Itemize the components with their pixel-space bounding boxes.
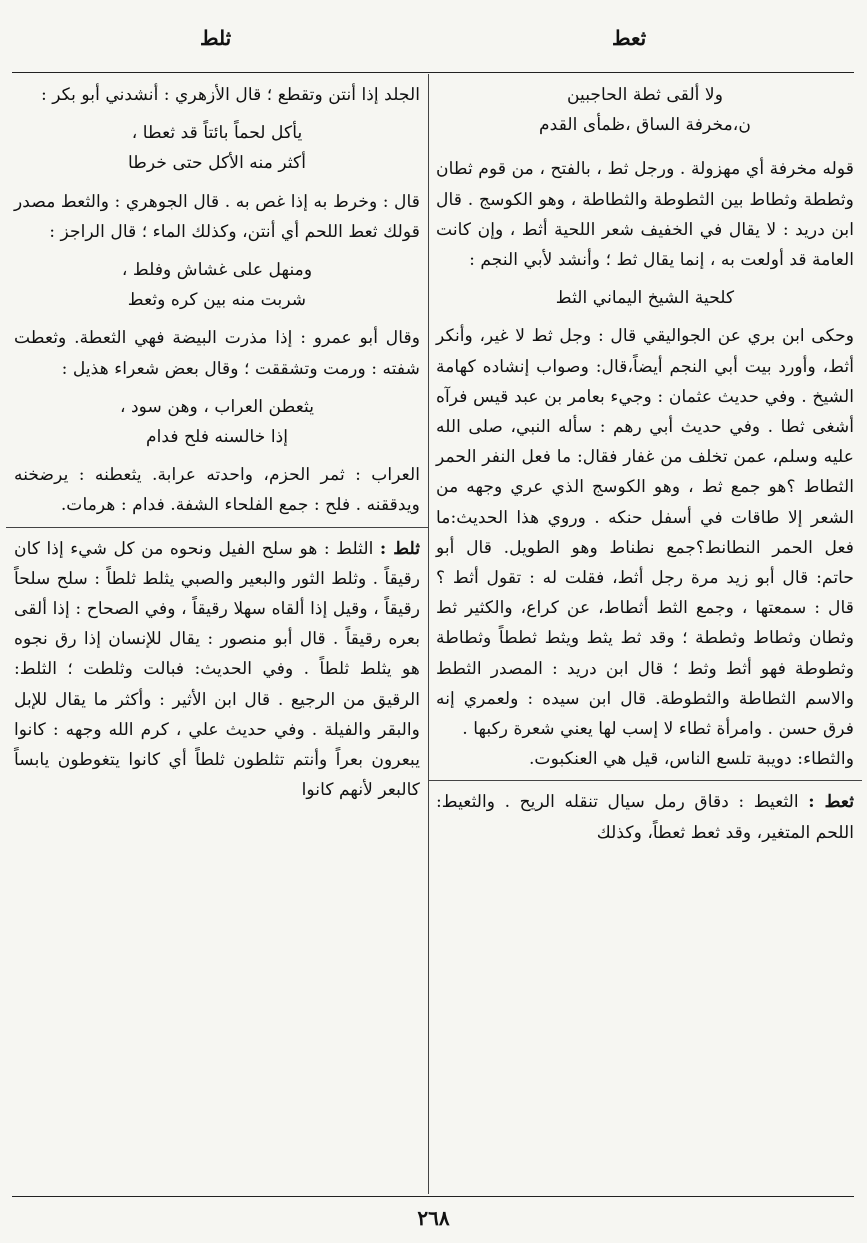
verse-line: شربت منه بين كره وثعط <box>127 290 307 311</box>
verse-line: كلحية الشيخ اليماني الثط <box>555 288 735 309</box>
running-head-left: ثلط <box>200 26 232 50</box>
paragraph: وقال أبو عمرو : إذا مذرت البيضة فهي الثعطة. وثعطت شفته : ورمت وتشققت ؛ وقال بعض شعراء هذيل : <box>14 328 420 379</box>
verse-line: إذا خالسنه فلح فدام <box>145 427 289 448</box>
verse-line: ولا ألقى ثطة الحاجبين <box>566 85 724 105</box>
entry-paragraph <box>14 534 420 806</box>
entry-separator <box>428 780 863 781</box>
paragraph: العراب : ثمر الحزم، واحدته عرابة. يثعطنه : يرضخنه ويدققنه . فلح : جمع الفلحاء الشفة. فدام : هرمات. <box>14 465 420 516</box>
running-head-right: ثعط <box>612 26 647 50</box>
verse-line: أكثر منه الأكل حتى خرطا <box>127 153 307 174</box>
paragraph: وحكى ابن بري عن الجواليقي قال : وجل ثط لا غير، وأنكر أثط، وأورد بيت أبي النجم أيضاً،قال: وصواب إنشاده كهامة الشيخ . وفي حديث عثمان : وجيء بعامر بن عبد قيس فرآه أشغى ثطا . وفي حديث أبي رهم : سأله النبي، صلى الله عليه وسلم، عمن تخلف من غفار فقال: ما فعل النفر الحمر الثطاط ؟هو جمع ثط ، وهو الكوسج الذي عري وجهه من الشعر إلا طاقات في أسفل حنكه . وروي هذا الحديث:ما فعل الحمر النطانط؟جمع نطناط وهو الطويل. قال أبو حاتم: قال أبو زيد مرة رجل أثط، فقلت له : تقول أثط ؟ قال : سمعتها ، وجمع الثط أثطاط، عن كراع، والكثير ثط وثطان وثطاط وثططة ؛ وقد ثط يثط ويثط ثططاً وثطاطة وثطوطة فهو أثط وثط ؛ قال ابن دريد : المصدر الثطط والاسم الثطاطة والثطوطة. قال ابن سيده : ولعمري إنه فرق حسن . وامرأة ثطاء لا إسب لها يعني شعرة ركبها . <box>436 326 854 740</box>
entry-headword: ثعط : <box>808 792 855 813</box>
page-number: ٢٦٨ <box>417 1206 450 1230</box>
entry-paragraph <box>436 787 854 847</box>
left-column <box>14 80 420 805</box>
paragraph: الجلد إذا أنتن وتقطع ؛ قال الأزهري : أنشدني أبو بكر : <box>40 85 420 105</box>
verse-line: يثعطن العراب ، وهن سود ، <box>120 396 314 417</box>
entry-text: الثعيط : دقاق رمل سيال تنقله الريح . والثعيط: اللحم المتغير، وقد ثعط ثعطاً، وكذلك <box>436 792 854 843</box>
entry-headword: ثلط : <box>379 538 421 559</box>
paragraph: والثطاء: دويبة تلسع الناس، قيل هي العنكبوت. <box>528 749 854 770</box>
verse-line: يأكل لحماً بائتاً قد ثعطا ، <box>131 123 303 144</box>
column-divider <box>428 74 429 1194</box>
verse-line: ومنهل على غشاش وفلط ، <box>121 260 313 281</box>
verse-line: ن،مخرفة الساق ،ظمأى القدم <box>539 115 751 136</box>
top-rule <box>12 72 854 73</box>
paragraph: قوله مخرفة أي مهزولة . ورجل ثط ، بالفتح ، من قوم ثطان وثططة وثطاط بين الثطوطة والثطاطة ، وهو الكوسج . قال ابن دريد : لا يقال في الخفيف شعر اللحية أثط ، وإن كانت العامة قد أولعت به ، إنما يقال ثط ؛ وأنشد لأبي النجم : <box>436 159 854 271</box>
right-column <box>436 80 854 848</box>
bottom-rule <box>12 1196 854 1197</box>
entry-text: الثلط : هو سلح الفيل ونحوه من كل شيء إذا كان رقيقاً . وثلط الثور والبعير والصبي يثلط ثلطاً : سلح سلحاً رقيقاً ، وقيل إذا ألقاه سهلا رقيقاً ، وفي الصحاح : إذا ألقى بعره رقيقاً . قال أبو منصور : يقال للإنسان إذا رق نجوه هو يثلط ثلطاً . وفي الحديث: فبالت وثلطت ؛ الثلط: الرقيق من الرجيع . قال ابن الأثير : وأكثر ما يقال للإبل والبقر والفيلة . وفي حديث علي ، كرم الله وجهه : كانوا يبعرون بعراً وأنتم تثلطون ثلطاً أي كانوا يتغوطون يابساً كالبعر لأنهم كانوا <box>14 538 420 801</box>
entry-separator <box>6 527 428 528</box>
paragraph: قال : وخرط به إذا غص به . قال الجوهري : والثعط مصدر قولك ثعط اللحم أي أنتن، وكذلك الماء ؛ قال الراجز : <box>14 191 420 242</box>
